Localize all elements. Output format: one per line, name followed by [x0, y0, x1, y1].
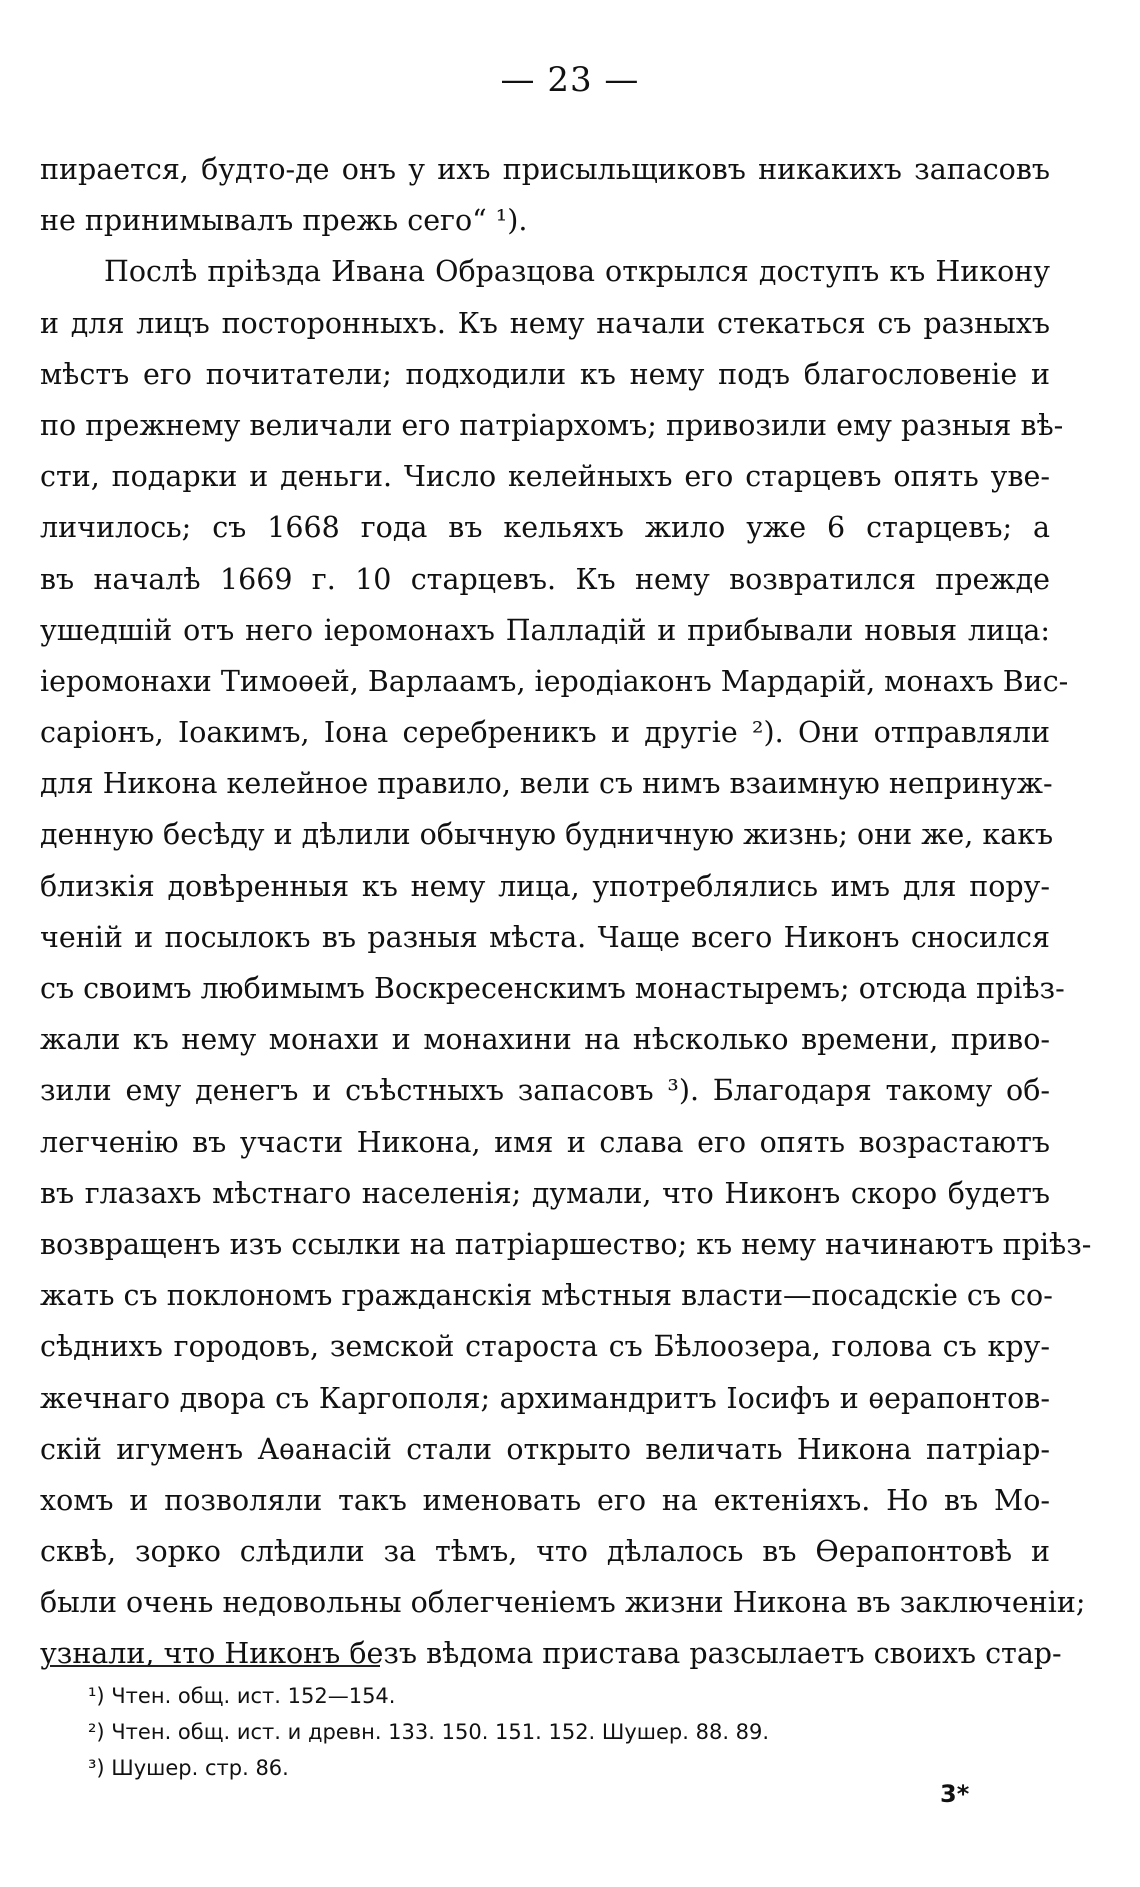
text-line: близкія довѣренныя къ нему лица, употреблялись имъ для пору-: [40, 869, 1050, 903]
main-text: [40, 144, 1092, 1680]
text-line: сѣднихъ городовъ, земской староста съ Бѣлоозера, голова съ кру-: [40, 1330, 1050, 1364]
text-line: іеромонахи Тимоѳей, Варлаамъ, іеродіаконъ Мардарій, монахъ Вис-: [40, 664, 1069, 698]
text-line: жать съ поклономъ гражданскія мѣстныя власти—посадскіе съ со-: [40, 1279, 1053, 1313]
page-number: — 23 —: [500, 60, 640, 100]
footnotes: [88, 1678, 988, 1786]
text-line: въ глазахъ мѣстнаго населенія; думали, что Никонъ скоро будетъ: [40, 1176, 1050, 1210]
text-line: съ своимъ любимымъ Воскресенскимъ монастыремъ; отсюда пріѣз-: [40, 972, 1065, 1005]
text-line: по прежнему величали его патріархомъ; привозили ему разныя вѣ-: [40, 408, 1064, 442]
text-line: пирается, будто-де онъ у ихъ присыльщиковъ никакихъ запасовъ: [40, 153, 1050, 186]
text-line: не принимывалъ прежь сего“ ¹).: [40, 204, 528, 238]
text-line: были очень недовольны облегченіемъ жизни Никона въ заключеніи;: [40, 1586, 1086, 1620]
text-line: зили ему денегъ и съѣстныхъ запасовъ ³). Благодаря такому об-: [40, 1074, 1050, 1108]
footnote: ³) Шушер. стр. 86.: [88, 1756, 289, 1780]
text-line: ченій и посылокъ въ разныя мѣста. Чаще всего Никонъ сносился: [40, 920, 1050, 954]
footnote-divider: [50, 1665, 380, 1667]
text-line: скій игуменъ Аѳанасій стали открыто величать Никона патріар-: [40, 1432, 1050, 1466]
text-line: узнали, что Никонъ безъ вѣдома пристава разсылаетъ своихъ стар-: [40, 1637, 1062, 1671]
text-line: жали къ нему монахи и монахини на нѣсколько времени, приво-: [40, 1023, 1050, 1057]
text-line: и для лицъ посторонныхъ. Къ нему начали стекаться съ разныхъ: [40, 306, 1050, 340]
text-line: для Никона келейное правило, вели съ нимъ взаимную непринуж-: [40, 767, 1053, 801]
text-line: Послѣ пріѣзда Ивана Образцова открылся доступъ къ Никону: [104, 255, 1050, 289]
footnote: ²) Чтен. общ. ист. и древн. 133. 150. 151. 152. Шушер. 88. 89.: [88, 1720, 770, 1744]
text-line: хомъ и позволяли такъ именовать его на ектеніяхъ. Но въ Мо-: [40, 1483, 1050, 1517]
text-line: ушедшій отъ него іеромонахъ Палладій и прибывали новыя лица:: [40, 613, 1050, 647]
text-line: личилось; съ 1668 года въ кельяхъ жило уже 6 старцевъ; а: [40, 511, 1050, 545]
text-line: сти, подарки и деньги. Число келейныхъ его старцевъ опять уве-: [40, 460, 1050, 494]
text-line: денную бесѣду и дѣлили обычную будничную жизнь; они же, какъ: [40, 818, 1054, 852]
text-line: жечнаго двора съ Каргополя; архимандритъ Іосифъ и ѳерапонтов-: [40, 1381, 1050, 1415]
footnote: ¹) Чтен. общ. ист. 152—154.: [88, 1684, 396, 1708]
text-line: легченію въ участи Никона, имя и слава его опять возрастаютъ: [40, 1125, 1050, 1159]
text-line: въ началѣ 1669 г. 10 старцевъ. Къ нему возвратился прежде: [40, 562, 1050, 596]
text-line: возвращенъ изъ ссылки на патріаршество; къ нему начинаютъ пріѣз-: [40, 1227, 1092, 1261]
text-line: саріонъ, Іоакимъ, Іона серебреникъ и другіе ²). Они отправляли: [40, 716, 1050, 750]
text-line: мѣстъ его почитатели; подходили къ нему подъ благословеніе и: [40, 357, 1050, 391]
signature-mark: 3*: [940, 1780, 970, 1808]
text-line: сквѣ, зорко слѣдили за тѣмъ, что дѣлалось въ Ѳерапонтовѣ и: [40, 1535, 1050, 1569]
